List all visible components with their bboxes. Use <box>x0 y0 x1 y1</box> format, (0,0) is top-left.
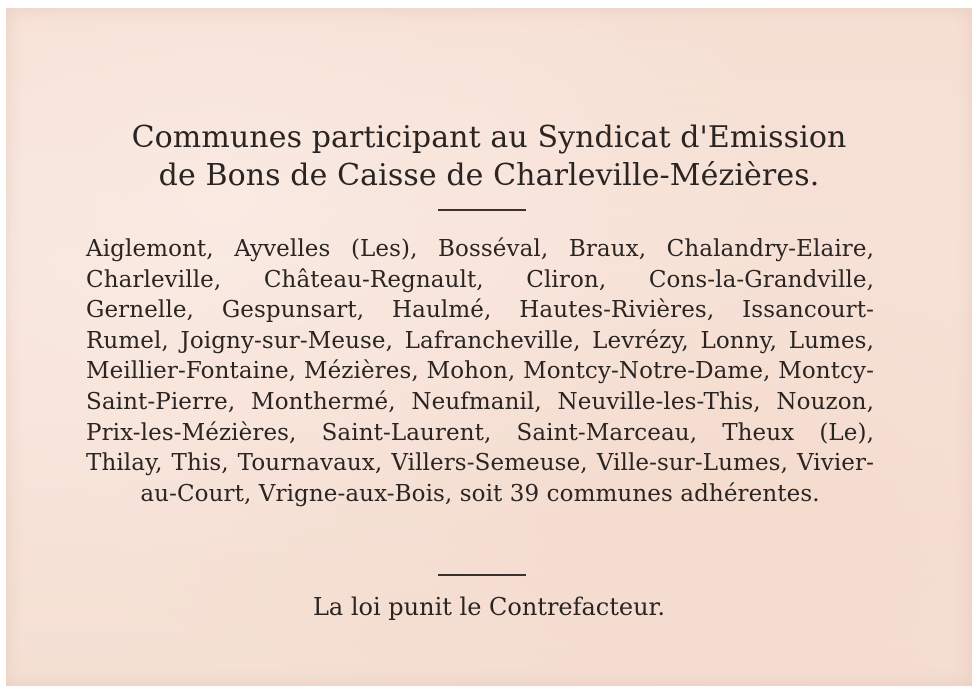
divider-top <box>438 209 526 211</box>
footer-warning: La loi punit le Contrefacteur. <box>312 593 666 621</box>
divider-bottom <box>438 574 526 576</box>
communes-list: Aiglemont, Ayvelles (Les), Bosséval, Braux, Chalandry-Elaire, Charleville, Château-Regnault, Cliron, Cons-la-Grandville, Gernelle, Gespunsart, Haulmé, Hautes-Rivières, Issancourt-Rumel, Joigny-sur-Meuse, Lafrancheville, Levrézy, Lonny, Lumes, Meillier-Fontaine, Mézières, Mohon, Montcy-Notre-Dame, Montcy-Saint-Pierre, Monthermé, Neufmanil, Neuville-les-This, Nouzon, Prix-les-Mézières, Saint-Laurent, Saint-Marceau, Theux (Le), Thilay, This, Tournavaux, Villers-Semeuse, Ville-sur-Lumes, Vivier-au-Court, Vrigne-aux-Bois, soit 39 communes adhérentes. <box>86 236 874 507</box>
document-title-line-1: Communes participant au Syndicat d'Emission <box>131 120 847 155</box>
document-paper <box>6 8 972 686</box>
document-title-line-2: de Bons de Caisse de Charleville-Mézières. <box>158 158 820 193</box>
